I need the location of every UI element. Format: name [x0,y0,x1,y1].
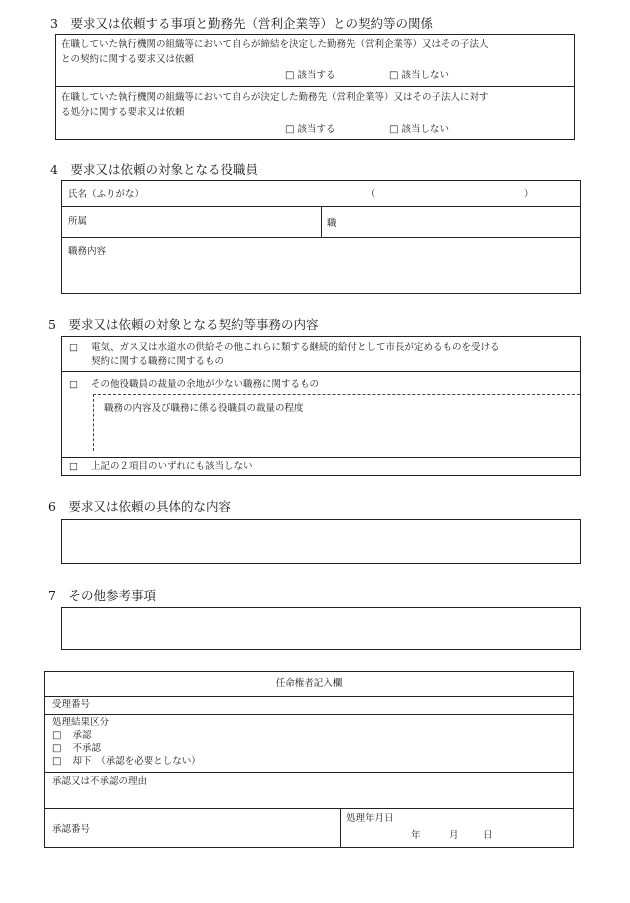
option2-checkbox[interactable]: □ [69,379,78,390]
furigana-paren-open: （ [366,189,376,200]
section4-vdivider [321,206,322,237]
authority-divider-2 [45,714,573,715]
date-year: 年 [411,830,421,841]
no-label: 該当しない [401,124,449,135]
authority-divider-4 [45,808,573,809]
no-label: 該当しない [401,70,449,81]
approve-label: 承認 [72,730,92,741]
dismiss-option[interactable] [52,756,201,768]
yes-label: 該当する [297,70,336,81]
section3-heading: 3 要求又は依頼する事項と勤務先（営利企業等）との契約等の関係 [50,16,433,31]
dismiss-label: 却下 （承認を必要としない） [72,756,201,767]
appointing-authority-table [44,671,574,848]
yes-label: 該当する [297,124,336,135]
approval-number-label: 承認番号 [52,824,91,835]
disapprove-option[interactable] [52,743,101,755]
section5-table [61,336,581,476]
section6-input-box[interactable] [61,519,581,564]
reason-label: 承認又は不承認の理由 [52,776,148,787]
checkbox-icon: □ [52,756,62,767]
checkbox-icon: □ [285,70,295,81]
section3-row1-text-1: 在職していた執行機関の組織等において自らが締結を決定した勤務先（営利企業等）又はその子法人 [61,39,489,50]
option1-text-2: 契約に関する職務に関するもの [91,356,225,367]
section3-row1-no[interactable] [389,70,449,82]
option2-text: その他役職員の裁量の余地が少ない職務に関するもの [91,379,320,390]
checkbox-icon: □ [389,70,399,81]
section3-table [55,34,575,140]
result-class-label: 処理結果区分 [52,717,110,728]
approve-option[interactable] [52,730,92,742]
authority-vdivider [340,808,341,847]
affiliation-label: 所属 [68,216,88,227]
section3-row1-text-2: との契約に関する要求又は依頼 [61,54,195,65]
option1-checkbox[interactable]: □ [69,342,78,353]
checkbox-icon: □ [52,730,62,741]
checkbox-icon: □ [285,124,295,135]
receipt-number-label: 受理番号 [52,699,91,710]
furigana-paren-close: ） [524,189,534,200]
checkbox-icon: □ [389,124,399,135]
option3-checkbox[interactable]: □ [69,461,78,472]
section3-row1-yes[interactable] [285,70,336,82]
option2-sub-text: 職務の内容及び職務に係る役職員の裁量の程度 [104,403,304,414]
section3-row2-text-2: る処分に関する要求又は依頼 [61,107,185,118]
section6-heading: 6 要求又は依頼の具体的な内容 [48,499,231,514]
section3-divider [56,86,574,87]
authority-divider-3 [45,772,573,773]
processing-date-label: 処理年月日 [346,813,394,824]
option3-text: 上記の２項目のいずれにも該当しない [91,461,253,472]
date-month: 月 [449,830,459,841]
option1-text-1: 電気、ガス又は水道水の供給その他これらに類する継続的給付として市長が定めるものを受ける [91,342,500,353]
section3-row2-no[interactable] [389,124,449,136]
section4-table [61,180,581,294]
duties-label: 職務内容 [68,246,107,257]
date-day: 日 [483,830,493,841]
section7-input-box[interactable] [61,607,581,650]
section3-row2-yes[interactable] [285,124,336,136]
section5-divider-2 [62,457,580,458]
section7-heading: 7 その他参考事項 [48,588,156,603]
authority-title: 任命権者記入欄 [275,678,343,689]
section3-row2-text-1: 在職していた執行機関の組織等において自らが決定した勤務先（営利企業等）又はその子法人に対す [61,92,489,103]
disapprove-label: 不承認 [72,743,101,754]
checkbox-icon: □ [52,743,62,754]
position-label: 職 [327,218,337,229]
section4-divider-2 [62,237,580,238]
authority-divider-1 [45,696,573,697]
name-label: 氏名（ふりがな） [68,189,145,200]
section5-divider-1 [62,371,580,372]
section4-heading: 4 要求又は依頼の対象となる役職員 [50,162,258,177]
section5-heading: 5 要求又は依頼の対象となる契約等事務の内容 [48,317,319,332]
